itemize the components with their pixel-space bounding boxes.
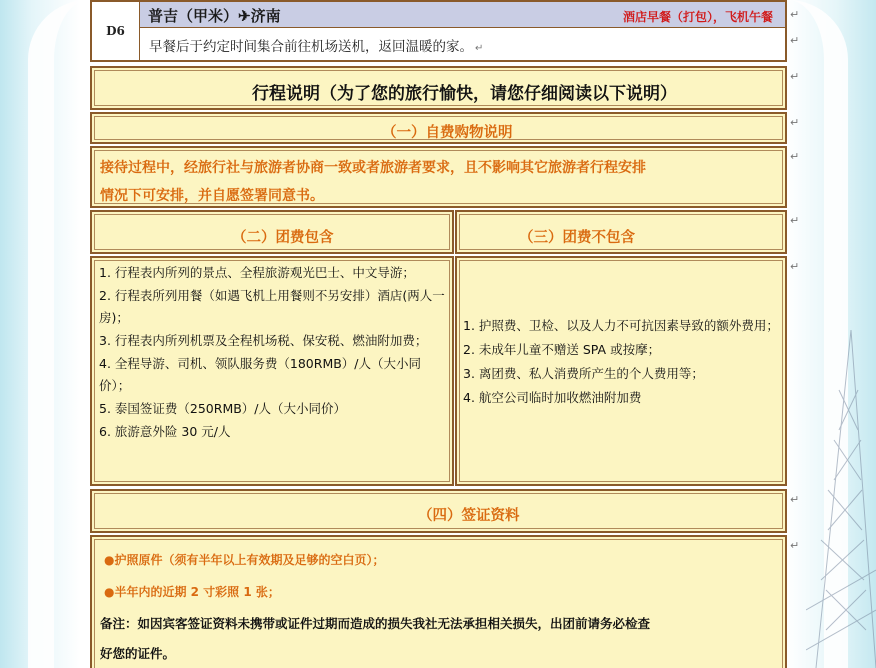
excluded-list-panel xyxy=(455,256,787,486)
itinerary-notes-header xyxy=(90,66,787,110)
paragraph-mark-icon: ↵ xyxy=(790,493,800,506)
shopping-section-header xyxy=(90,112,787,144)
included-item: 4. 全程导游、司机、领队服务费（180RMB）/人（大小同价）； xyxy=(99,356,422,393)
paragraph-mark-icon: ↵ xyxy=(475,43,484,54)
shopping-section-body xyxy=(90,146,787,208)
included-item: 3. 行程表内所列机票及全程机场税、保安税、燃油附加费； xyxy=(99,333,428,348)
visa-note xyxy=(100,609,785,668)
visa-note-line-1: 备注：如因宾客签证资料未携带或证件过期而造成的损失我社无法承担相关损失，出团前请务必检查 xyxy=(100,616,651,631)
shopping-text xyxy=(100,154,646,208)
paragraph-mark-icon: ↵ xyxy=(790,150,800,163)
excluded-item: 2. 未成年儿童不赠送 SPA 或按摩； xyxy=(463,342,661,357)
paragraph-mark-icon: ↵ xyxy=(790,70,800,83)
included-section-title: （二）团费包含 xyxy=(232,229,334,246)
paragraph-mark-icon: ↵ xyxy=(790,8,800,21)
tower-decoration-icon xyxy=(806,330,876,668)
included-list-panel xyxy=(90,256,454,486)
itinerary-notes-title: 行程说明（为了您的旅行愉快，请您仔细阅读以下说明） xyxy=(252,84,677,104)
day-6-route: 普吉（甲米）✈济南 xyxy=(148,7,281,25)
excluded-section-title: （三）团费不包含 xyxy=(519,229,635,246)
shopping-section-title: （一）自费购物说明 xyxy=(382,124,513,141)
paragraph-mark-icon: ↵ xyxy=(790,214,800,227)
included-item: 5. 泰国签证费（250RMB）/人（大小同价） xyxy=(99,401,347,416)
day-label: D6 xyxy=(90,0,140,62)
included-item: 6. 旅游意外险 30 元/人 xyxy=(99,424,231,439)
day-6-description xyxy=(140,28,787,62)
day-6-header xyxy=(140,0,787,28)
excluded-item: 4. 航空公司临时加收燃油附加费 xyxy=(463,390,642,405)
included-list xyxy=(99,262,449,443)
paragraph-mark-icon: ↵ xyxy=(790,260,800,273)
excluded-item: 1. 护照费、卫检、以及人力不可抗因素导致的额外费用； xyxy=(463,318,779,333)
included-section-header xyxy=(90,210,454,254)
excluded-list xyxy=(463,314,781,410)
day-6-description-text: 早餐后于约定时间集合前往机场送机，返回温暖的家。 xyxy=(149,39,473,55)
visa-section-title: （四）签证资料 xyxy=(418,507,520,524)
excluded-item: 3. 离团费、私人消费所产生的个人费用等； xyxy=(463,366,704,381)
visa-item-passport: ●护照原件（须有半年以上有效期及足够的空白页）； xyxy=(104,553,385,567)
paragraph-mark-icon: ↵ xyxy=(790,116,800,129)
visa-item-photo: ●半年内的近期 2 寸彩照 1 张； xyxy=(104,585,280,599)
day-6-row xyxy=(90,0,787,62)
visa-section-header xyxy=(90,489,787,533)
excluded-section-header xyxy=(455,210,787,254)
included-item: 2. 行程表所列用餐（如遇飞机上用餐则不另安排）酒店(两人一房)； xyxy=(99,288,445,325)
visa-note-line-2: 好您的证件。 xyxy=(100,646,176,661)
day-6-meals: 酒店早餐（打包），飞机午餐 xyxy=(622,10,773,24)
visa-section-body xyxy=(90,535,787,668)
paragraph-mark-icon: ↵ xyxy=(790,34,800,47)
page-background-left xyxy=(0,0,80,668)
included-item: 1. 行程表内所列的景点、全程旅游观光巴士、中文导游； xyxy=(99,265,415,280)
shopping-text-line-2: 情况下可安排，并自愿签署同意书。 xyxy=(100,188,324,204)
shopping-text-line-1: 接待过程中，经旅行社与旅游者协商一致或者旅游者要求，且不影响其它旅游者行程安排 xyxy=(100,160,646,176)
paragraph-mark-icon: ↵ xyxy=(790,539,800,552)
